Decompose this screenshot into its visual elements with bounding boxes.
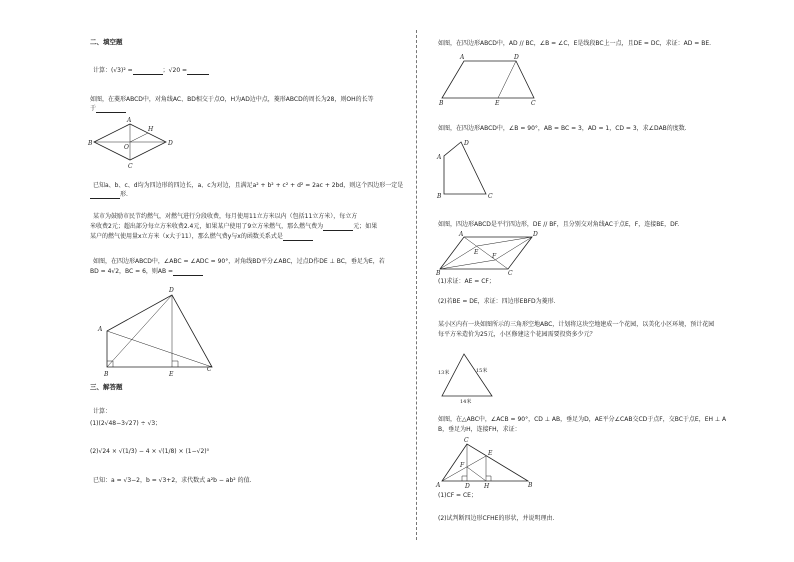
trapezoid-outline <box>442 61 534 98</box>
label-e: E <box>488 450 493 457</box>
question-8: 如图，在四边形ABCD中，AD // BC，∠B = ∠C，E是线段BC上一点，且DE = DC，求证：AD = BE. <box>438 40 712 47</box>
question-10-part-2: (2)若BE = DE，求证：四边形EBFD为菱形. <box>438 298 556 305</box>
segment-de <box>477 237 532 246</box>
question-1: 计算：(√3)² = ；√20 = <box>93 67 209 75</box>
segment-bf <box>440 260 495 269</box>
question-6-title: 计算： <box>93 408 112 415</box>
segment-df <box>495 237 532 260</box>
label-c: C <box>508 270 513 277</box>
question-6-part-2: (2)√24 × √(1/3) − 4 × √(1/8) × (1−√2)⁰ <box>90 448 210 455</box>
diagonal-ac <box>107 331 212 367</box>
quad-outline <box>444 142 486 194</box>
question-4-line-3: 某户的燃气使用量x立方米（x大于11），那么燃气费y与x的函数关系式是 <box>90 233 313 241</box>
question-4-line-1: 某市为鼓励市民节约燃气，对燃气进行分段收费，每月使用11立方米以内（包括11立方米），每立方 <box>93 213 358 220</box>
segment-de <box>498 61 516 98</box>
segment-fh <box>467 467 486 481</box>
label-a: A <box>459 231 464 238</box>
question-12-part-2: (2)试判断四边形CFHE的形状，并说明理由. <box>438 515 555 522</box>
section-title-solve: 三、解答题 <box>90 383 123 391</box>
label-b: B <box>436 270 441 277</box>
triangle-outline <box>442 354 492 396</box>
question-5-line-2: BD = 4√2，BC = 6，则AB = <box>90 268 203 276</box>
side-label-ac: 15米 <box>476 368 488 374</box>
parallelogram-figure <box>436 231 546 276</box>
label-e: E <box>169 371 174 378</box>
right-angle-mark <box>172 361 178 367</box>
label-b: B <box>439 100 444 107</box>
label-b: B <box>528 482 533 489</box>
right-triangle-figure <box>436 436 536 490</box>
question-12-line-2: B，垂足为H，连接FH，求证： <box>438 426 521 433</box>
side-label-bc: 14米 <box>460 399 472 405</box>
question-9: 如图，在四边形ABCD中，∠B = 90°，AB = BC = 3，AD = 1，CD = 3，求∠DAB的度数. <box>438 125 687 132</box>
question-10-part-1: (1)求证：AE = CF； <box>438 278 495 285</box>
label-f: F <box>460 462 465 469</box>
question-3-line-1: 已知a、b、c、d均为四边形的四边长，a、c为对边，且满足a² + b² + c² + d² = 2ac + 2bd，则这个四边形一定是 <box>93 182 404 189</box>
label-d: D <box>464 140 469 147</box>
label-o: O <box>124 144 129 151</box>
label-c: C <box>464 437 469 444</box>
question-2-line-1: 如图，在菱形ABCD中，对角线AC、BD相交于点O，H为AD边中点，菱形ABCD的周长为28，则OH的长等 <box>90 96 374 103</box>
quadrilateral-figure <box>92 287 222 377</box>
answer-blank[interactable] <box>96 106 126 113</box>
column-divider <box>416 30 417 540</box>
label-h: H <box>484 483 490 490</box>
label-c: C <box>128 163 133 170</box>
label-a: A <box>127 117 132 124</box>
label-d: D <box>465 483 470 490</box>
question-10: 如图，四边形ABCD是平行四边形，DE // BF，且分别交对角线AC于点E，F，连接BE，DF. <box>438 221 680 228</box>
question-4-line-2: 米收费2元；超出部分每立方米收费2.4元，如果某户使用了9立方米燃气，那么燃气费为 元；如果 <box>90 223 378 230</box>
quadrilateral-abcd-figure <box>436 138 496 200</box>
trapezoid-figure <box>436 52 546 107</box>
question-11-line-1: 某小区内有一块如图所示的三角形空地ABC，计划将这块空地建成一个花园，以美化小区环境，预计花园 <box>438 321 715 328</box>
label-b: B <box>437 193 442 200</box>
section-title-fill-in: 二、填空题 <box>90 38 123 46</box>
diagonal-bd <box>107 295 172 367</box>
question-3-line-2: 形. <box>90 191 128 199</box>
side-label-ab: 13米 <box>438 370 450 376</box>
rhombus-figure <box>88 117 178 170</box>
answer-blank[interactable] <box>187 68 209 75</box>
answer-blank[interactable] <box>173 269 203 276</box>
label-a: A <box>98 326 103 333</box>
right-angle-mark <box>462 476 467 481</box>
label-b: B <box>104 371 109 378</box>
question-7: 已知：a = √3−2，b = √3+2，求代数式 a²b − ab² 的值. <box>93 477 252 484</box>
label-c: C <box>488 193 493 200</box>
triangle-outline <box>442 444 528 481</box>
label-h: H <box>148 126 154 133</box>
label-e: E <box>495 100 500 107</box>
question-5-line-1: 如图，在四边形ABCD中，∠ABC = ∠ADC = 90°，对角线BD平分∠ABC，过点D作DE ⊥ BC，垂足为E，若 <box>93 258 385 265</box>
label-d: D <box>168 140 173 147</box>
triangle-garden-figure <box>436 348 506 404</box>
answer-blank[interactable] <box>323 224 353 231</box>
question-12-part-1: (1)CF = CE； <box>438 492 477 499</box>
label-a: A <box>460 54 465 61</box>
quad-outline <box>107 295 212 367</box>
label-d: D <box>169 287 174 294</box>
question-6-part-1: (1)(2√48−3√27) ÷ √3； <box>90 420 162 427</box>
answer-blank[interactable] <box>90 192 120 199</box>
label-c: C <box>207 366 212 373</box>
label-c: C <box>531 100 536 107</box>
answer-blank[interactable] <box>283 234 313 241</box>
label-a: A <box>437 154 442 161</box>
right-angle-mark <box>486 476 491 481</box>
label-f: F <box>492 253 497 260</box>
label-a: A <box>436 482 441 489</box>
segment-be <box>440 246 477 269</box>
segment-oh <box>130 133 148 142</box>
label-d: D <box>533 231 538 238</box>
label-d: D <box>514 54 519 61</box>
label-e: E <box>474 249 479 256</box>
question-12-line-1: 如图，在△ABC中，∠ACB = 90°，CD ⊥ AB，垂足为D，AE平分∠CAB交CD于点F，交BC于点E，EH ⊥ A <box>438 416 727 423</box>
label-b: B <box>88 140 93 147</box>
question-11-line-2: 每平方米造价为25元，小区修建这个花园需要投资多少元？ <box>438 331 596 338</box>
answer-blank[interactable] <box>133 68 163 75</box>
question-2-line-2: 于 <box>90 105 126 113</box>
